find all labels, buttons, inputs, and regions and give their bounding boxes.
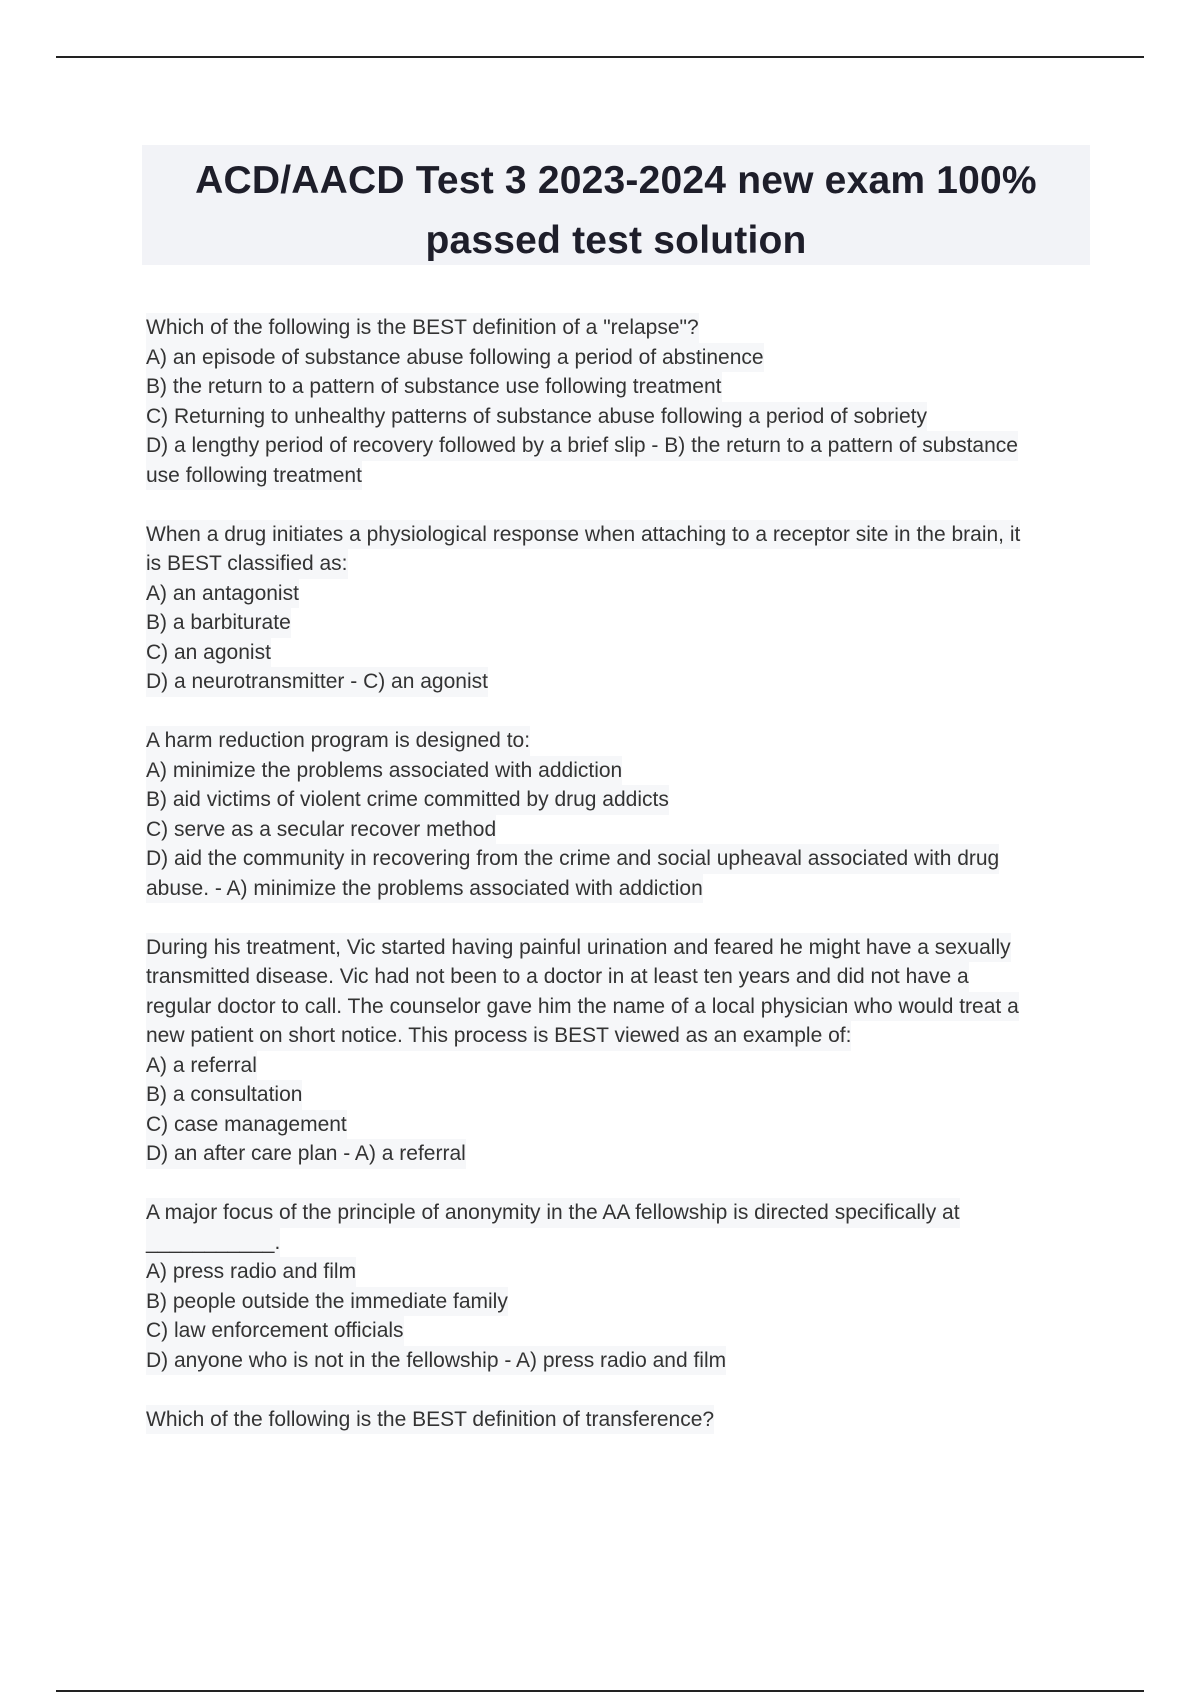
answer-option: C) Returning to unhealthy patterns of substance abuse following a period of sobriety bbox=[146, 402, 927, 432]
answer-option-with-answer: D) anyone who is not in the fellowship - A) press radio and film bbox=[146, 1346, 726, 1376]
answer-option: D) aid the community in recovering from the crime and social upheaval associated with drug bbox=[146, 844, 999, 874]
question-block bbox=[146, 313, 1092, 490]
question-block bbox=[146, 726, 1092, 903]
question-stem: When a drug initiates a physiological response when attaching to a receptor site in the brain, it bbox=[146, 520, 1020, 550]
answer-option: A) a referral bbox=[146, 1051, 257, 1081]
answer-option: C) an agonist bbox=[146, 638, 271, 668]
question-stem: During his treatment, Vic started having painful urination and feared he might have a sexually bbox=[146, 933, 1011, 963]
question-stem: regular doctor to call. The counselor gave him the name of a local physician who would treat a bbox=[146, 992, 1019, 1022]
answer-option: A) an antagonist bbox=[146, 579, 299, 609]
document-title-line-2: passed test solution bbox=[425, 219, 807, 262]
question-stem: transmitted disease. Vic had not been to a doctor in at least ten years and did not have a bbox=[146, 962, 969, 992]
answer-option: B) a barbiturate bbox=[146, 608, 291, 638]
document-title-line-1: ACD/AACD Test 3 2023-2024 new exam 100% bbox=[195, 159, 1037, 202]
question-block bbox=[146, 1198, 1092, 1375]
bottom-rule bbox=[56, 1690, 1144, 1692]
answer-option-with-answer: D) a neurotransmitter - C) an agonist bbox=[146, 667, 488, 697]
question-stem: new patient on short notice. This process is BEST viewed as an example of: bbox=[146, 1021, 851, 1051]
answer-option: A) press radio and film bbox=[146, 1257, 356, 1287]
title-block bbox=[142, 145, 1090, 265]
answer-option: C) serve as a secular recover method bbox=[146, 815, 496, 845]
answer-option: B) the return to a pattern of substance use following treatment bbox=[146, 372, 722, 402]
answer-option-with-answer: D) a lengthy period of recovery followed by a brief slip - B) the return to a pattern of substance bbox=[146, 431, 1018, 461]
answer-option: B) people outside the immediate family bbox=[146, 1287, 508, 1317]
question-blank: ___________. bbox=[146, 1228, 280, 1258]
answer-option: A) an episode of substance abuse following a period of abstinence bbox=[146, 343, 764, 373]
question-block bbox=[146, 933, 1092, 1169]
question-stem: A major focus of the principle of anonymity in the AA fellowship is directed specifically at bbox=[146, 1198, 960, 1228]
answer-option: C) law enforcement officials bbox=[146, 1316, 404, 1346]
answer-option: A) minimize the problems associated with addiction bbox=[146, 756, 622, 786]
answer-option: B) a consultation bbox=[146, 1080, 302, 1110]
question-stem: Which of the following is the BEST definition of a "relapse"? bbox=[146, 313, 699, 343]
question-stem: A harm reduction program is designed to: bbox=[146, 726, 530, 756]
answer-option-with-answer: D) an after care plan - A) a referral bbox=[146, 1139, 466, 1169]
question-stem: is BEST classified as: bbox=[146, 549, 348, 579]
answer-continuation: use following treatment bbox=[146, 461, 362, 491]
question-list bbox=[146, 313, 1092, 1464]
question-block bbox=[146, 520, 1092, 697]
answer-option: C) case management bbox=[146, 1110, 347, 1140]
question-block bbox=[146, 1405, 1092, 1435]
top-rule bbox=[56, 56, 1144, 58]
answer-option: B) aid victims of violent crime committed by drug addicts bbox=[146, 785, 669, 815]
answer-continuation: abuse. - A) minimize the problems associated with addiction bbox=[146, 874, 703, 904]
question-stem: Which of the following is the BEST definition of transference? bbox=[146, 1405, 714, 1435]
